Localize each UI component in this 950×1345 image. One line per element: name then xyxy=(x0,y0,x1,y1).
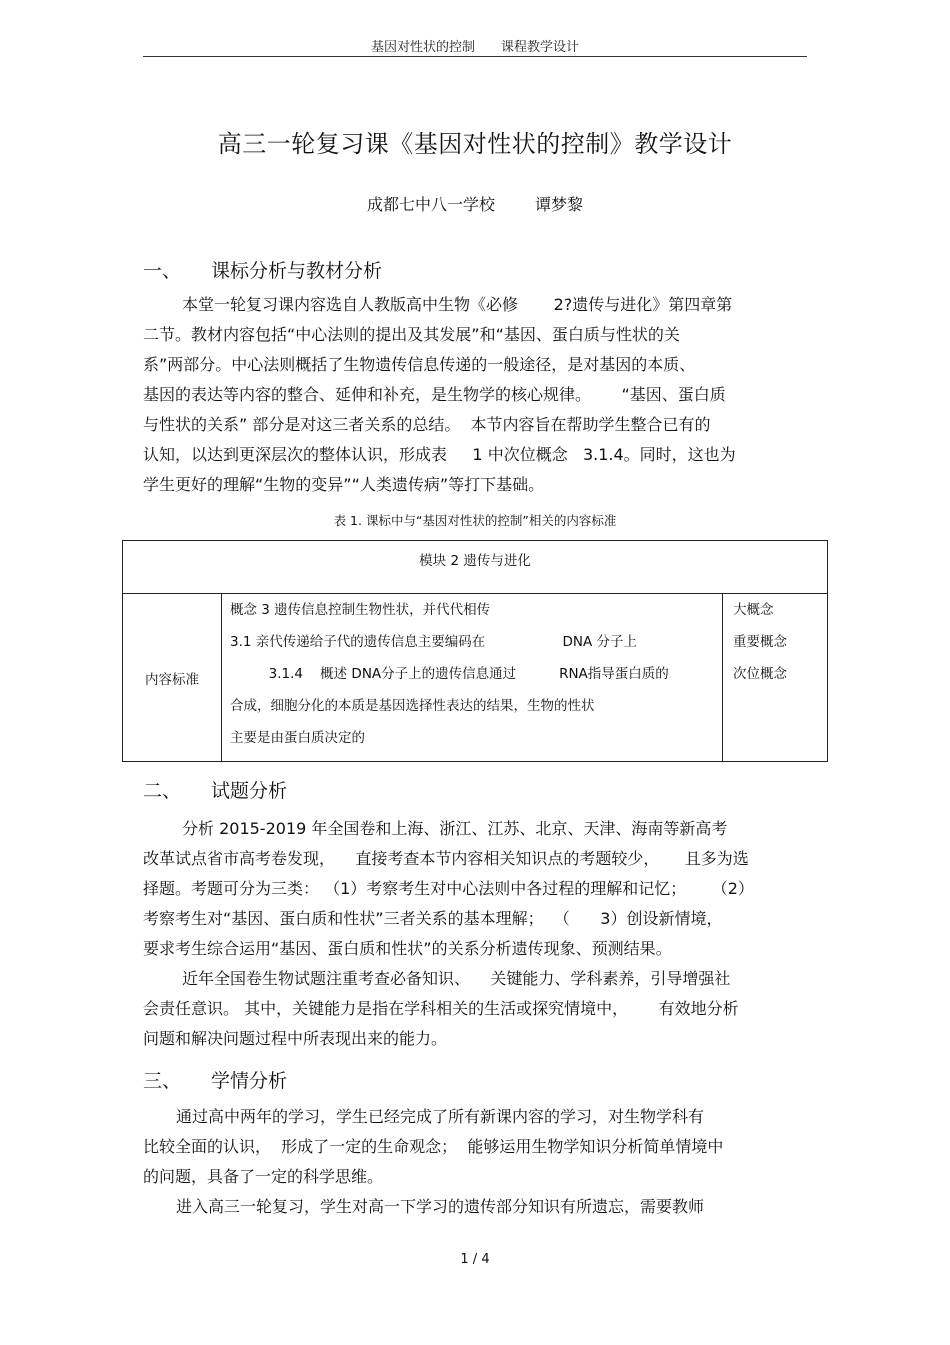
paragraph-line: 学生更好的理解“生物的变异”“人类遗传病”等打下基础。 xyxy=(143,475,545,494)
concept-level-label: 大概念 xyxy=(733,602,774,618)
section-number-2: 二、 xyxy=(143,780,182,802)
section-title-1: 课标分析与教材分析 xyxy=(211,260,383,282)
table-content-line: 主要是由蛋白质决定的 xyxy=(230,730,365,746)
table-content-line: 3.1.4 概述 DNA分子上的遗传信息通过 RNA指导蛋白质的 xyxy=(230,666,669,682)
section-title-2: 试题分析 xyxy=(211,780,288,802)
header-divider xyxy=(143,56,807,57)
table-content-cell xyxy=(222,594,723,762)
table-content-line: 3.1 亲代传递给子代的遗传信息主要编码在 DNA 分子上 xyxy=(230,634,638,650)
table-content-line: 合成，细胞分化的本质是基因选择性表达的结果，生物的性状 xyxy=(230,698,595,714)
running-header-right: 课程教学设计 xyxy=(501,40,580,55)
paragraph-line: 比较全面的认识， 形成了一定的生命观念； 能够运用生物学知识分析简单情境中 xyxy=(143,1137,724,1156)
paragraph-line: 考察考生对“基因、蛋白质和性状”三者关系的基本理解； （ 3）创设新情境， xyxy=(143,909,723,928)
paragraph-line: 分析 2015-2019 年全国卷和上海、浙江、江苏、北京、天津、海南等新高考 xyxy=(182,819,728,838)
table-content-line: 概念 3 遗传信息控制生物性状，并代代相传 xyxy=(230,602,491,618)
paragraph-line: 进入高三一轮复习，学生对高一下学习的遗传部分知识有所遗忘，需要教师 xyxy=(176,1197,705,1216)
author-school: 成都七中八一学校 xyxy=(366,195,495,214)
table-caption: 表 1. 课标中与“基因对性状的控制”相关的内容标准 xyxy=(333,513,617,528)
section-heading-3 xyxy=(143,1066,287,1093)
section-heading-1 xyxy=(143,256,382,283)
section-number-3: 三、 xyxy=(143,1070,182,1092)
paragraph-line: 基因的表达等内容的整合、延伸和补充，是生物学的核心规律。 “基因、蛋白质 xyxy=(143,385,726,404)
concept-level-label: 次位概念 xyxy=(733,666,787,682)
section-title-3: 学情分析 xyxy=(211,1070,288,1092)
content-standard-table xyxy=(122,540,828,762)
table-concept-level-cell xyxy=(723,594,828,762)
running-header xyxy=(0,36,950,55)
paragraph-line: 认知，以达到更深层次的整体认识，形成表 1 中次位概念 3.1.4。同时，这也为 xyxy=(143,445,736,464)
author-name: 谭梦黎 xyxy=(535,195,584,214)
paragraph-line: 与性状的关系” 部分是对这三者关系的总结。 本节内容旨在帮助学生整合已有的 xyxy=(143,415,711,434)
section-number-1: 一、 xyxy=(143,260,182,282)
paragraph-line: 近年全国卷生物试题注重考查必备知识、 关键能力、学科素养，引导增强社 xyxy=(182,969,731,988)
paragraph-line: 会责任意识。 其中，关键能力是指在学科相关的生活或探究情境中， 有效地分析 xyxy=(143,999,739,1018)
table-row-label: 内容标准 xyxy=(123,594,222,762)
paragraph-line: 择题。考题可分为三类： （1）考察考生对中心法则中各过程的理解和记忆； （2） xyxy=(143,879,754,898)
paragraph-line: 二节。教材内容包括“中心法则的提出及其发展”和“基因、蛋白质与性状的关 xyxy=(143,325,680,344)
paragraph-line: 要求考生综合运用“基因、蛋白质和性状”的关系分析遗传现象、预测结果。 xyxy=(143,939,672,958)
concept-level-label: 重要概念 xyxy=(733,634,787,650)
paragraph-line: 本堂一轮复习课内容选自人教版高中生物《必修 2?遗传与进化》第四章第 xyxy=(182,295,733,314)
author-line xyxy=(0,192,950,215)
paragraph-line: 通过高中两年的学习，学生已经完成了所有新课内容的学习，对生物学科有 xyxy=(176,1107,705,1126)
paragraph-line: 改革试点省市高考卷发现， 直接考查本节内容相关知识点的考题较少， 且多为选 xyxy=(143,849,749,868)
paragraph-line: 的问题，具备了一定的科学思维。 xyxy=(143,1167,384,1186)
document-title: 高三一轮复习课《基因对性状的控制》教学设计 xyxy=(217,130,733,158)
running-header-left: 基因对性状的控制 xyxy=(370,40,475,55)
page-number: 1 / 4 xyxy=(460,1252,490,1267)
paragraph-line: 问题和解决问题过程中所表现出来的能力。 xyxy=(143,1029,448,1048)
paragraph-line: 系”两部分。中心法则概括了生物遗传信息传递的一般途径，是对基因的本质、 xyxy=(143,355,696,374)
section-heading-2 xyxy=(143,776,287,803)
table-header-cell: 模块 2 遗传与进化 xyxy=(123,541,828,594)
